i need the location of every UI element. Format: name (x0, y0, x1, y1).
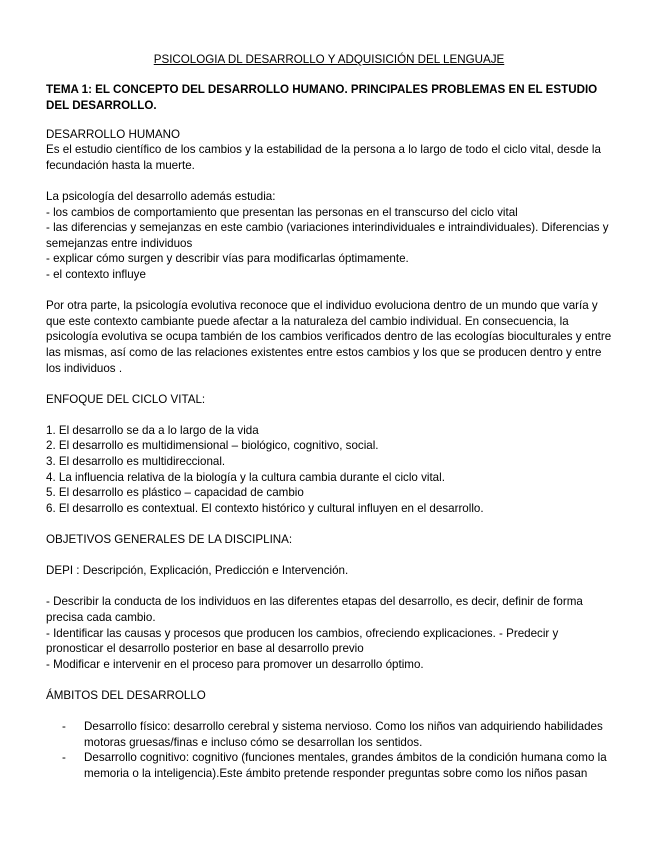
dash-bullet: - (62, 720, 66, 734)
list-item: 3. El desarrollo es multidireccional. (46, 455, 226, 469)
paragraph: DEPI : Descripción, Explicación, Predicción e Intervención. (46, 564, 349, 578)
paragraph: Por otra parte, la psicología evolutiva reconoce que el individuo evoluciona dentro de un mundo que varía y que este contexto cambiante puede afectar a la naturaleza del cambio individual. En consecuencia, la psicología evolutiva se ocupa también de los cambios verificados dentro de las ecologías bioculturales y entre las mismas, así como de las relaciones existentes entre estos cambios y los que se producen dentro y entre los individuos . (46, 299, 612, 375)
list-item: - el contexto influye (46, 267, 146, 281)
paragraph: La psicología del desarrollo además estudia: (46, 189, 276, 203)
paragraph: Es el estudio científico de los cambios y la estabilidad de la persona a lo largo de todo el ciclo vital, desde la fecundación hasta la muerte. (46, 143, 601, 172)
list-item-text: Desarrollo cognitivo: cognitivo (funciones mentales, grandes ámbitos de la condición humana como la memoria o la inteligencia).Este ámbito pretende responder preguntas sobre como los niños pasan (84, 751, 607, 780)
list-item: - Modificar e intervenir en el proceso para promover un desarrollo óptimo. (46, 657, 424, 671)
section-psicologia (46, 189, 612, 283)
section-objetivos (46, 532, 612, 672)
section-evolutiva (46, 298, 612, 376)
list-item: - las diferencias y semejanzas en este cambio (variaciones interindividuales e intraindividuales). Diferencias y semejanzas entre individuos (46, 221, 609, 250)
topic-heading: TEMA 1: EL CONCEPTO DEL DESARROLLO HUMANO. PRINCIPALES PROBLEMAS EN EL ESTUDIO DEL DESARROLLO. (46, 82, 598, 112)
section-heading: OBJETIVOS GENERALES DE LA DISCIPLINA: (46, 533, 293, 547)
dash-bullet: - (62, 751, 66, 765)
list-item: 6. El desarrollo es contextual. El contexto histórico y cultural influyen en el desarrollo. (46, 501, 484, 515)
section-heading: ÁMBITOS DEL DESARROLLO (46, 688, 206, 702)
list-item: 2. El desarrollo es multidimensional – biológico, cognitivo, social. (46, 439, 379, 453)
list-item-text: Desarrollo físico: desarrollo cerebral y sistema nervioso. Como los niños van adquiriendo habilidades motoras gruesas/finas e incluso cómo se desarrollan los sentidos. (84, 720, 603, 749)
section-ambitos (46, 688, 612, 782)
list-item: 5. El desarrollo es plástico – capacidad de cambio (46, 486, 304, 500)
section-heading: ENFOQUE DEL CICLO VITAL: (46, 392, 206, 406)
section-enfoque (46, 392, 612, 517)
list-item: 4. La influencia relativa de la biología y la cultura cambia durante el ciclo vital. (46, 470, 445, 484)
bullet-list (46, 719, 612, 781)
list-item: - los cambios de comportamiento que presentan las personas en el transcurso del ciclo vital (46, 205, 518, 219)
section-heading: DESARROLLO HUMANO (46, 127, 180, 141)
document-title: PSICOLOGIA DL DESARROLLO Y ADQUISICIÓN DEL LENGUAJE (153, 53, 505, 66)
document-page (46, 52, 612, 797)
list-item (46, 719, 612, 750)
list-item: 1. El desarrollo se da a lo largo de la vida (46, 423, 259, 437)
list-item: - Describir la conducta de los individuos en las diferentes etapas del desarrollo, es decir, definir de forma precisa cada cambio. (46, 595, 583, 624)
list-item (46, 750, 612, 781)
section-desarrollo-humano (46, 127, 612, 174)
list-item: - explicar cómo surgen y describir vías para modificarlas óptimamente. (46, 252, 409, 266)
list-item: - Identificar las causas y procesos que producen los cambios, ofreciendo explicaciones. - Predecir y pronosticar el desarrollo posterior en base al desarrollo previo (46, 626, 559, 656)
